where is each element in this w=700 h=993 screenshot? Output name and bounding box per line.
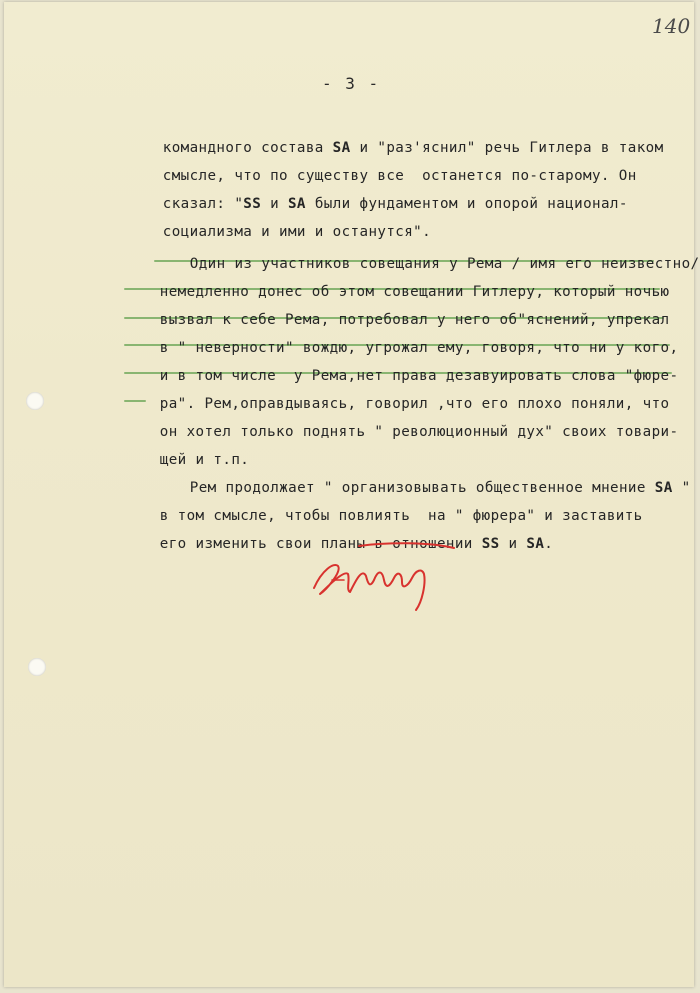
text-line: Один из участников совещания у Рема / имя его неизвестно/: [189, 256, 700, 272]
text-line: командного состава SA и "раз'яснил" речь Гитлера в таком: [162, 140, 664, 156]
text-line: Рем продолжает " организовывать общественное мнение SA ": [189, 480, 691, 496]
text-line: в " неверности" вождю, угрожал ему, говоря, что ни у кого,: [159, 340, 679, 356]
text-line: и в том числе у Рема,нет права дезавуировать слова "фюре-: [159, 368, 679, 384]
text-line: щей и т.п.: [159, 452, 250, 468]
archive-page-number: 140: [652, 14, 691, 38]
text-line: ра". Рем,оправдываясь, говорил ,что его плохо поняли, что: [159, 396, 670, 412]
text-line: вызвал к себе Рема, потребовал у него об"яснений, упрекал: [159, 312, 670, 328]
text-line: смысле, что по существу все останется по-старому. Он: [162, 168, 637, 184]
typed-page-number: - 3 -: [322, 74, 381, 93]
document-page: [4, 2, 700, 987]
text-line: в том смысле, чтобы повлиять на " фюрера" и заставить: [159, 508, 643, 524]
punch-hole: [28, 658, 46, 676]
handwritten-signature: [304, 540, 464, 620]
text-line: сказал: "SS и SA были фундаментом и опорой национал-: [162, 196, 628, 212]
text-line: его изменить свои планы в отношении SS и SA.: [159, 536, 554, 552]
text-line: он хотел только поднять " революционный дух" своих товари-: [159, 424, 679, 440]
text-line: социализма и ими и останутся".: [162, 224, 432, 240]
punch-hole: [26, 392, 44, 410]
text-line: немедленно донес об этом совещании Гитлеру, который ночью: [159, 284, 670, 300]
